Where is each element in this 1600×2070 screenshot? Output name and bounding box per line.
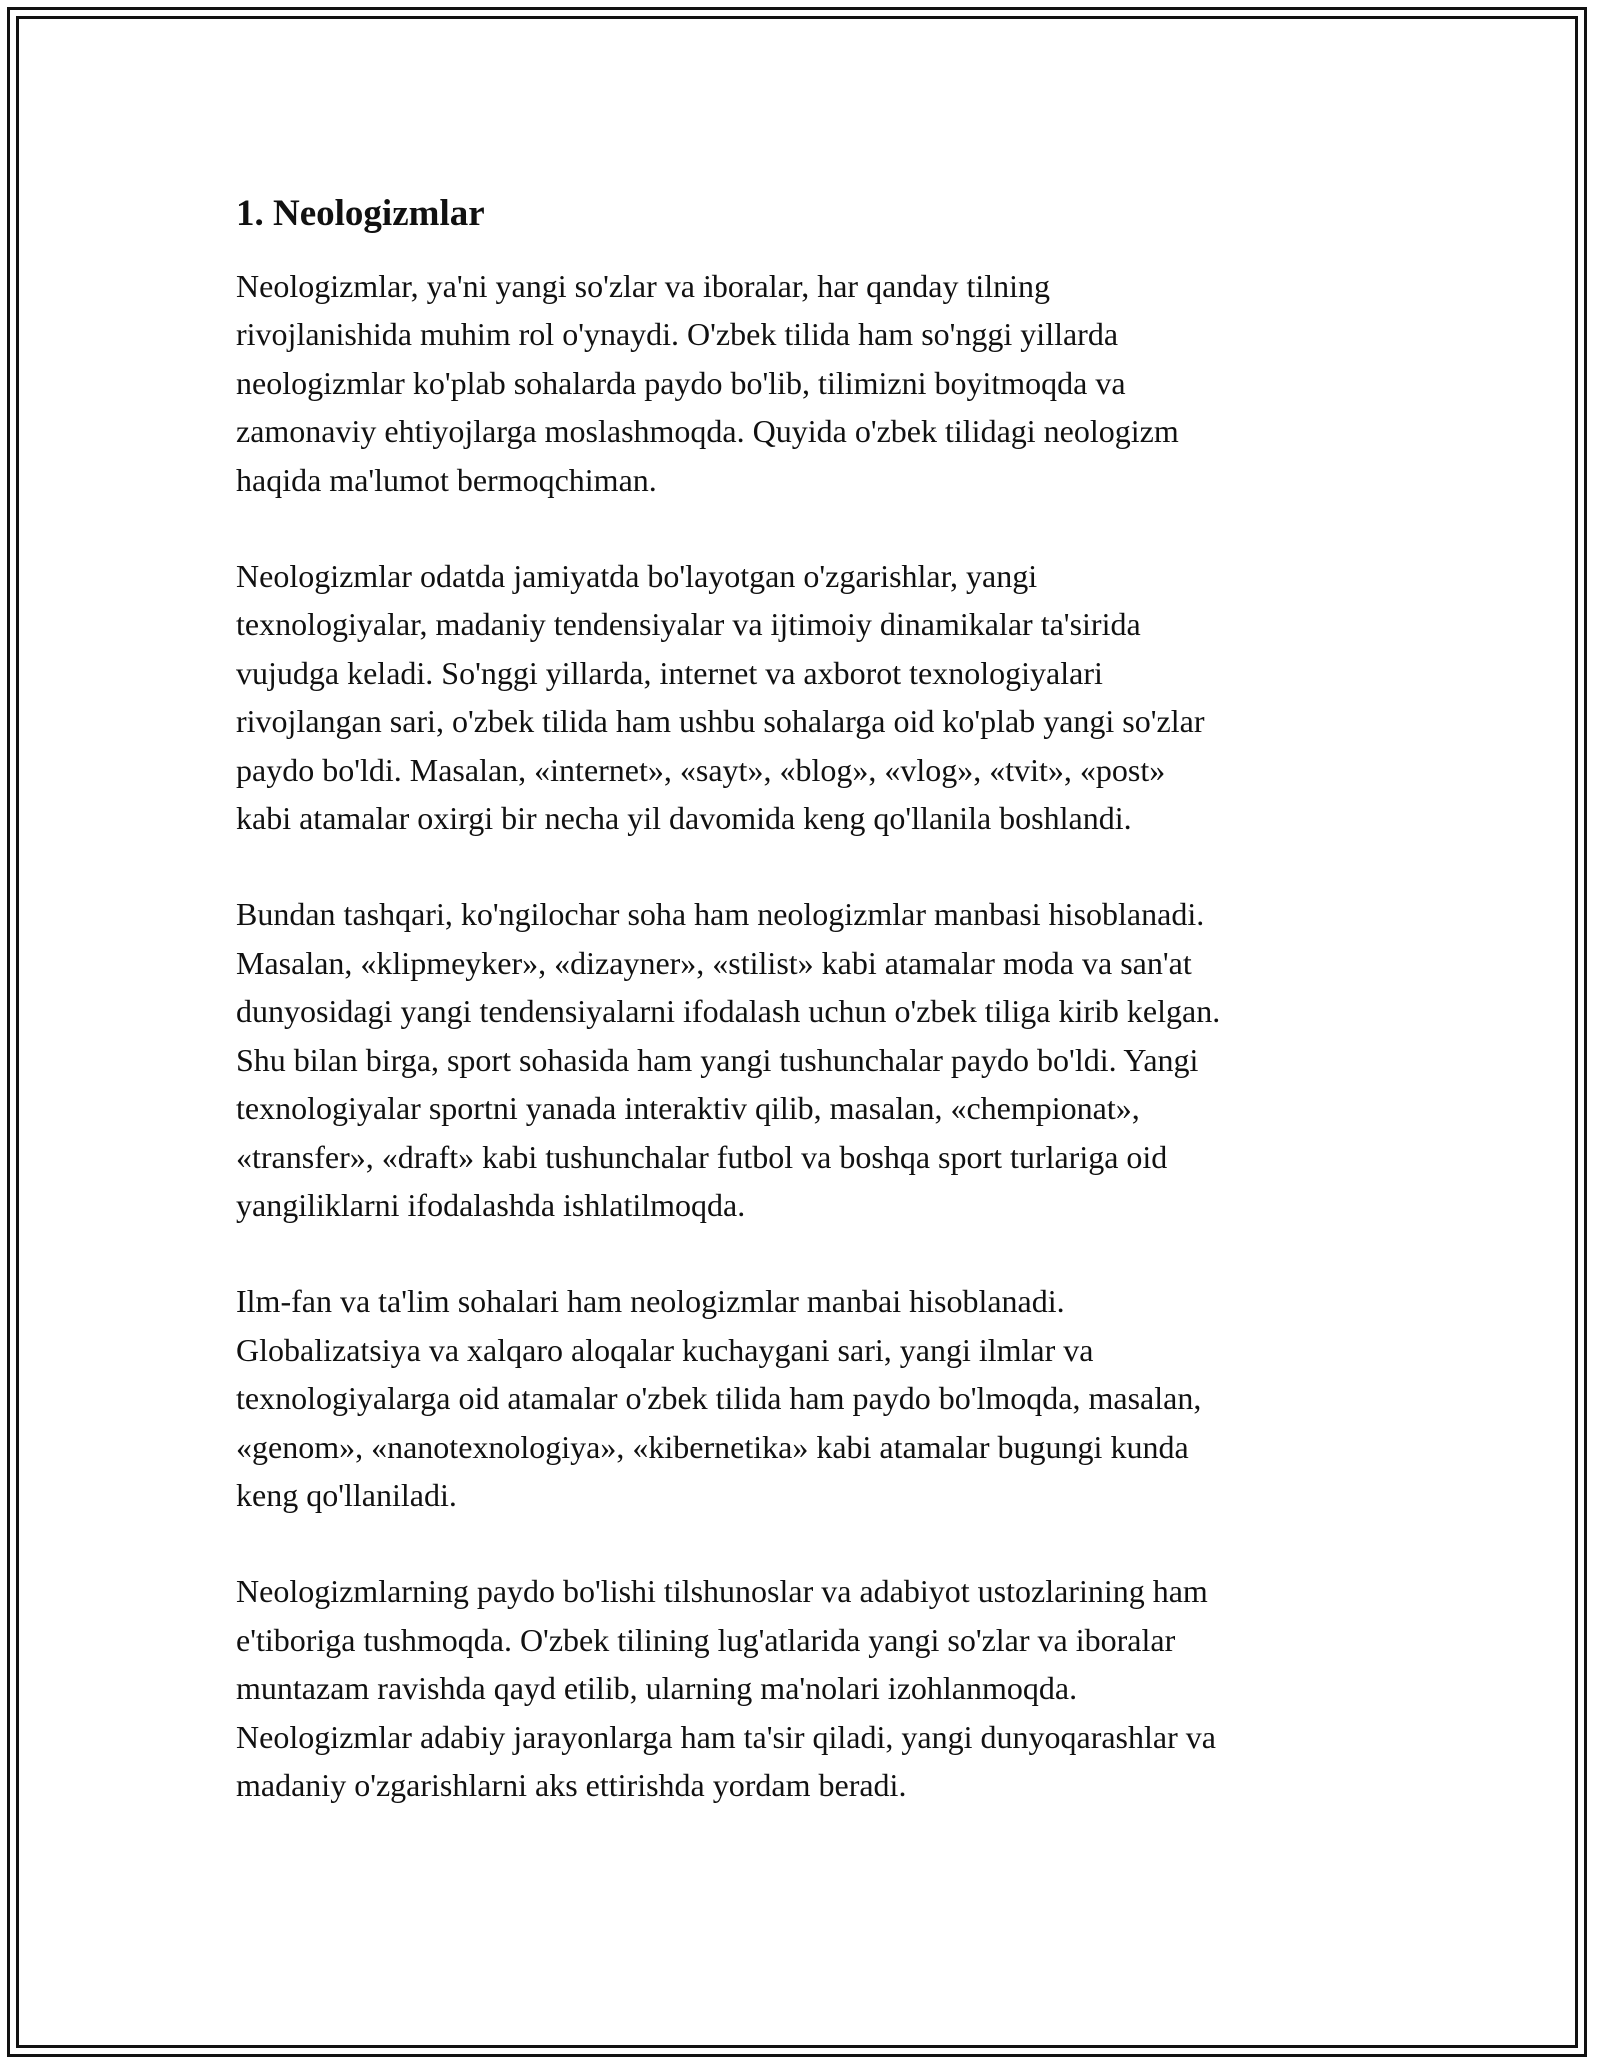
paragraph-linguistics	[236, 1567, 1371, 1809]
section-heading: 1. Neologizmlar	[236, 193, 485, 234]
text-line: yangiliklarni ifodalashda ishlatilmoqda.	[236, 1186, 746, 1223]
paragraph-entertainment	[236, 890, 1371, 1229]
document-body	[236, 186, 1371, 1857]
text-line: Ilm-fan va ta'lim sohalari ham neologizmlar manbai hisoblanadi.	[236, 1283, 1065, 1320]
text-line: dunyosidagi yangi tendensiyalarni ifodalash uchun o'zbek tiliga kirib kelgan.	[236, 993, 1221, 1030]
text-line: Neologizmlar adabiy jarayonlarga ham ta'sir qiladi, yangi dunyoqarashlar va	[236, 1718, 1216, 1755]
paragraph-intro	[236, 262, 1371, 504]
paragraph-science	[236, 1277, 1371, 1519]
text-line: Shu bilan birga, sport sohasida ham yangi tushunchalar paydo bo'ldi. Yangi	[236, 1041, 1199, 1078]
text-line: texnologiyalarga oid atamalar o'zbek tilida ham paydo bo'lmoqda, masalan,	[236, 1380, 1202, 1417]
text-line: kabi atamalar oxirgi bir necha yil davomida keng qo'llanila boshlandi.	[236, 800, 1132, 837]
text-line: Neologizmlarning paydo bo'lishi tilshunoslar va adabiyot ustozlarining ham	[236, 1573, 1208, 1610]
text-line: keng qo'llaniladi.	[236, 1476, 457, 1513]
text-line: «transfer», «draft» kabi tushunchalar futbol va boshqa sport turlariga oid	[236, 1138, 1168, 1175]
text-line: texnologiyalar sportni yanada interaktiv qilib, masalan, «chempionat»,	[236, 1090, 1140, 1127]
text-line: vujudga keladi. So'nggi yillarda, internet va axborot texnologiyalari	[236, 654, 1103, 691]
text-line: zamonaviy ehtiyojlarga moslashmoqda. Quyida o'zbek tilidagi neologizm	[236, 413, 1179, 450]
text-line: rivojlangan sari, o'zbek tilida ham ushbu sohalarga oid ko'plab yangi so'zlar	[236, 703, 1205, 740]
text-line: e'tiboriga tushmoqda. O'zbek tilining lug'atlarida yangi so'zlar va iboralar	[236, 1621, 1176, 1658]
text-line: «genom», «nanotexnologiya», «kibernetika» kabi atamalar bugungi kunda	[236, 1428, 1189, 1465]
text-line: Neologizmlar, ya'ni yangi so'zlar va iboralar, har qanday tilning	[236, 268, 1051, 304]
text-line: Bundan tashqari, ko'ngilochar soha ham neologizmlar manbasi hisoblanadi.	[236, 896, 1205, 933]
text-line: neologizmlar ko'plab sohalarda paydo bo'lib, tilimizni boyitmoqda va	[236, 364, 1126, 401]
text-line: madaniy o'zgarishlarni aks ettirishda yordam beradi.	[236, 1766, 907, 1803]
text-line: muntazam ravishda qayd etilib, ularning ma'nolari izohlanmoqda.	[236, 1670, 1078, 1707]
text-line: Globalizatsiya va xalqaro aloqalar kuchaygani sari, yangi ilmlar va	[236, 1331, 1094, 1368]
paragraph-technology	[236, 552, 1371, 842]
text-line: Neologizmlar odatda jamiyatda bo'layotgan o'zgarishlar, yangi	[236, 558, 1038, 595]
text-line: Masalan, «klipmeyker», «dizayner», «stilist» kabi atamalar moda va san'at	[236, 944, 1192, 981]
text-line: texnologiyalar, madaniy tendensiyalar va ijtimoiy dinamikalar ta'sirida	[236, 606, 1141, 643]
text-line: rivojlanishida muhim rol o'ynaydi. O'zbek tilida ham so'nggi yillarda	[236, 316, 1119, 353]
text-line: haqida ma'lumot bermoqchiman.	[236, 461, 657, 498]
text-line: paydo bo'ldi. Masalan, «internet», «sayt», «blog», «vlog», «tvit», «post»	[236, 751, 1166, 788]
